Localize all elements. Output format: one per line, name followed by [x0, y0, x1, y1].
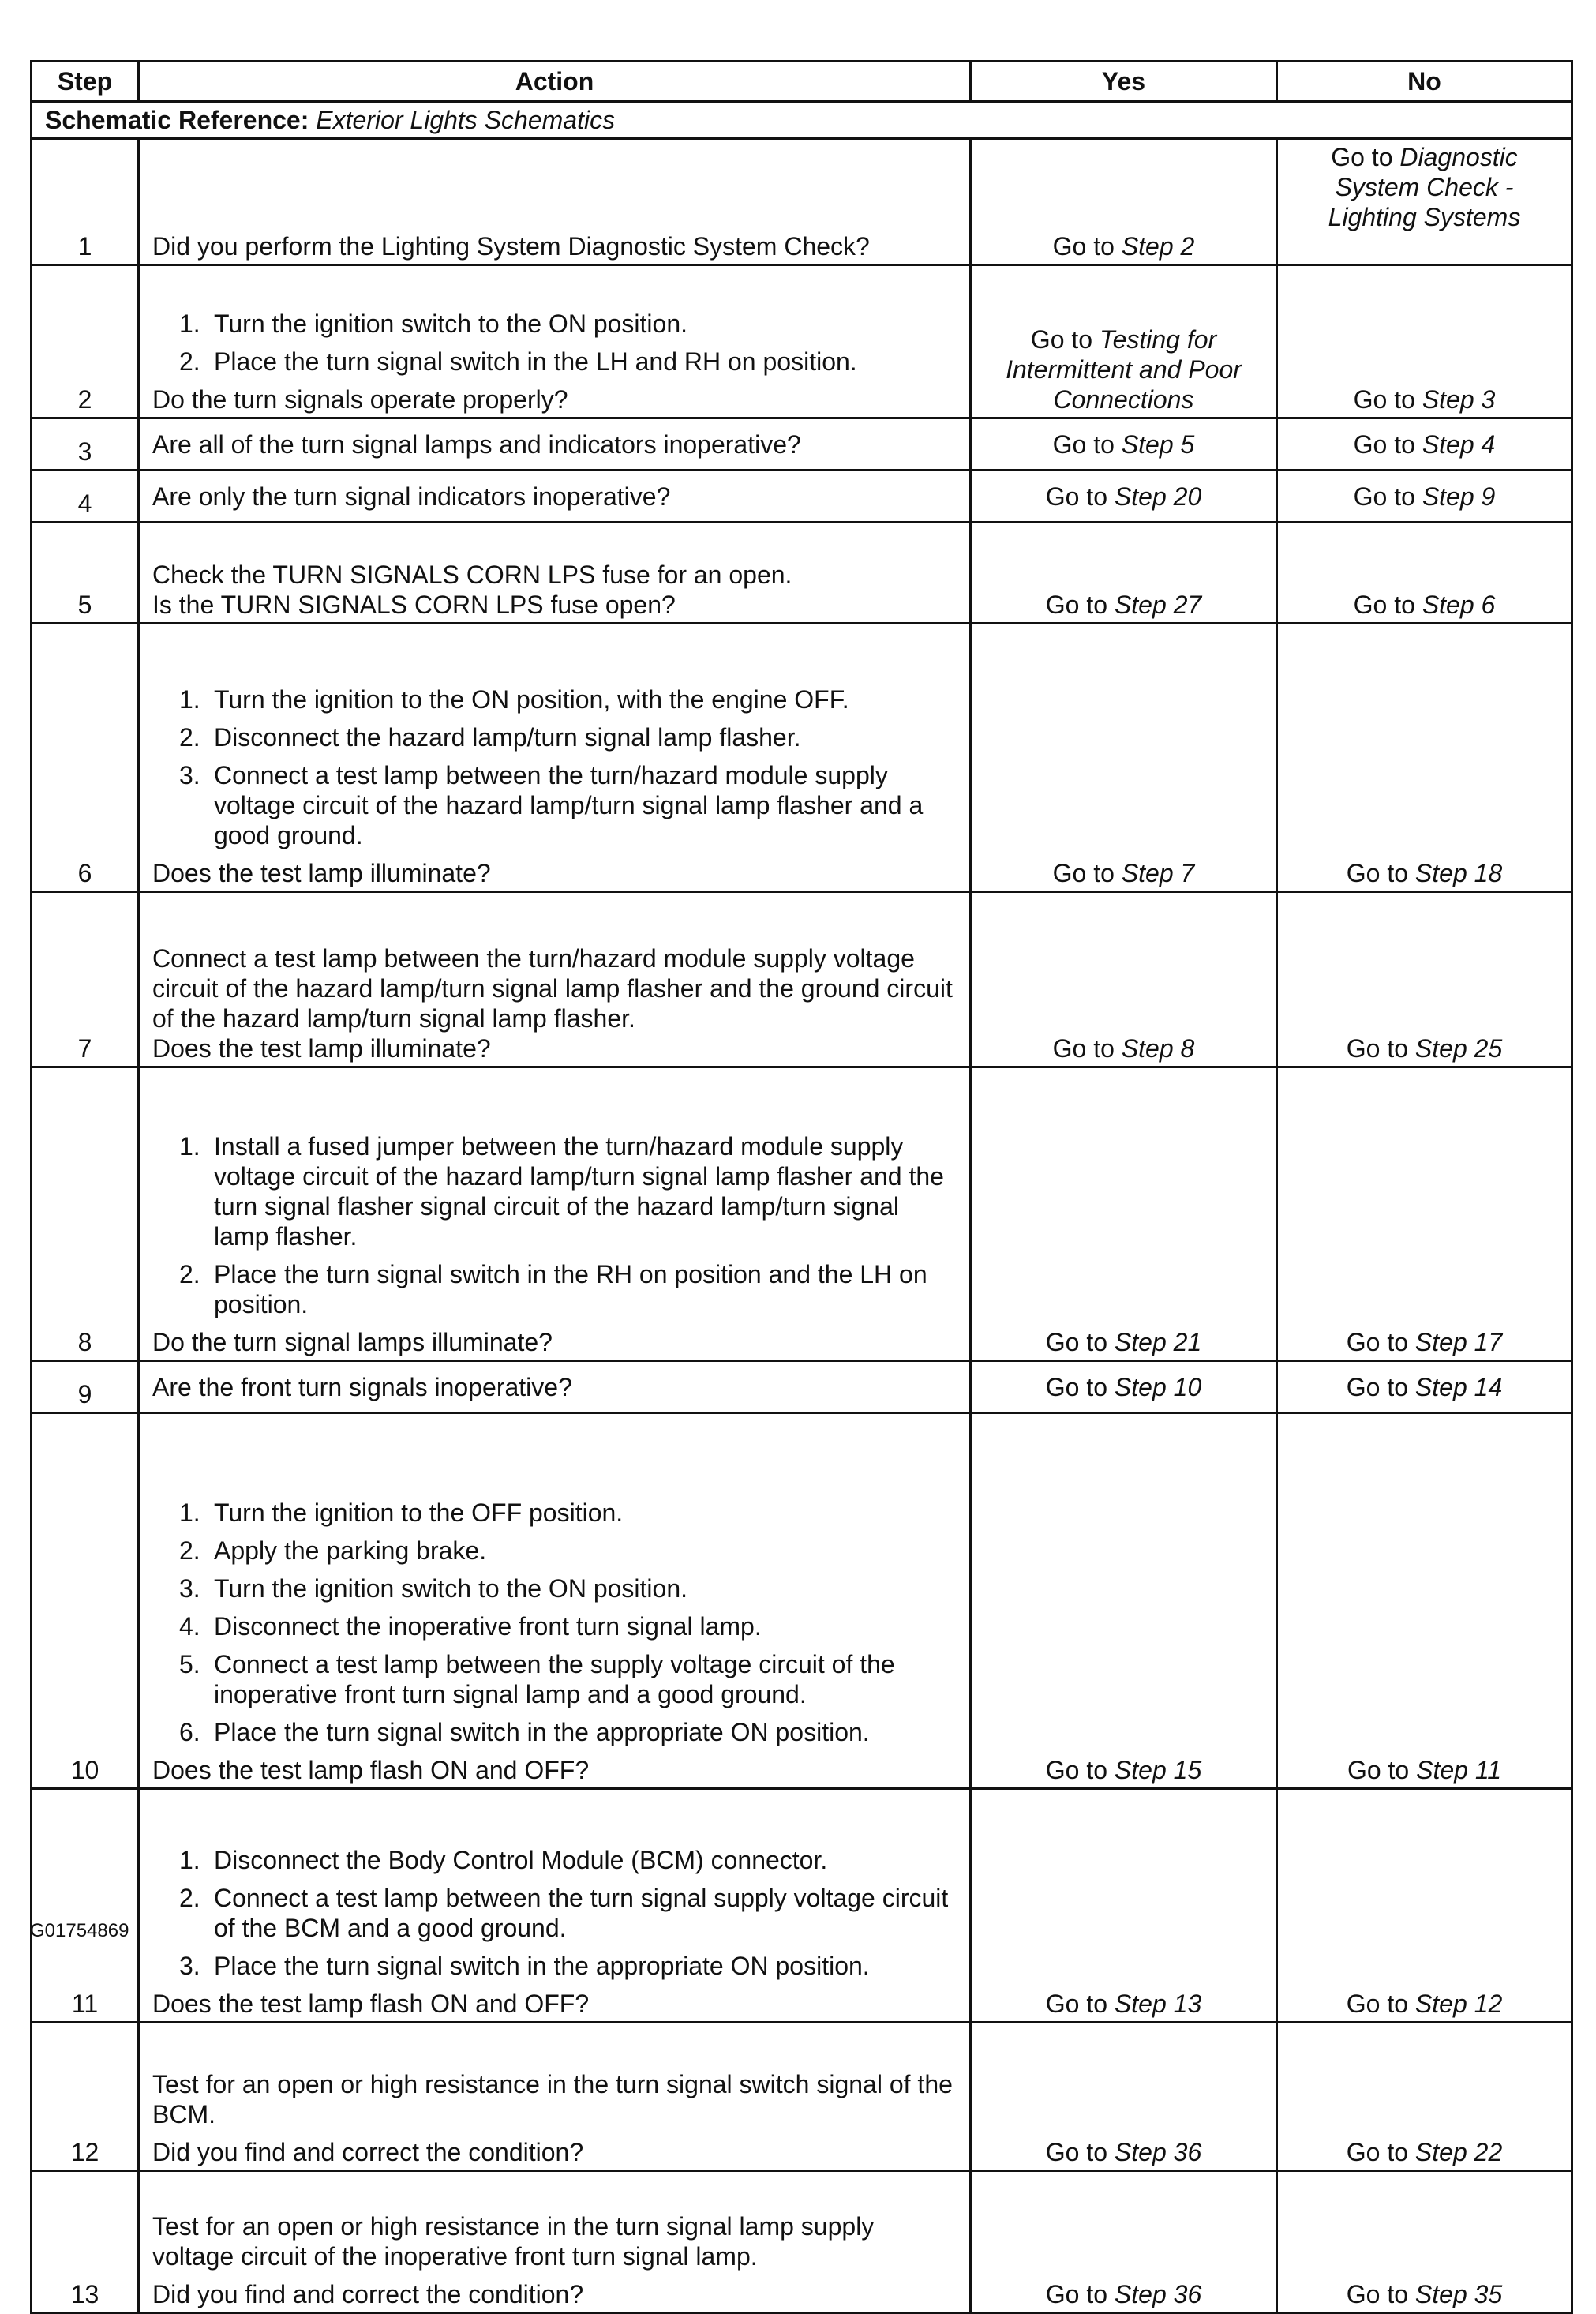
- yes-cell: [971, 523, 1277, 624]
- goto-reference: Step 3: [1422, 385, 1496, 414]
- table-row: [32, 1413, 1572, 1789]
- substep-text: Turn the ignition switch to the ON position.: [214, 309, 687, 338]
- action-lead: Test for an open or high resistance in the turn signal switch signal of the BCM.: [152, 2070, 953, 2128]
- substep-text: Connect a test lamp between the turn/hazard module supply voltage circuit of the hazard lamp/turn signal lamp flasher and a good ground.: [214, 761, 924, 849]
- step-number: 4: [32, 471, 139, 523]
- goto-prefix: Go to: [1353, 482, 1422, 511]
- goto-reference: Step 9: [1422, 482, 1496, 511]
- goto-prefix: Go to: [1045, 1756, 1115, 1784]
- action-question: Did you find and correct the condition?: [152, 2138, 584, 2166]
- substep-list: [152, 309, 957, 377]
- goto-prefix: Go to: [1052, 1034, 1122, 1063]
- no-cell: [1277, 1789, 1572, 2023]
- goto-prefix: Go to: [1346, 1372, 1415, 1401]
- goto-prefix: Go to: [1052, 429, 1122, 459]
- substep: [152, 1883, 957, 1943]
- goto-prefix: Go to: [1331, 143, 1400, 171]
- schematic-value: Exterior Lights Schematics: [316, 106, 616, 134]
- action-cell: [139, 265, 971, 418]
- goto-prefix: Go to: [1045, 482, 1115, 511]
- goto-prefix: Go to: [1052, 859, 1122, 887]
- substep-number: 2.: [179, 347, 200, 376]
- no-cell: [1277, 471, 1572, 523]
- goto-reference: Step 4: [1422, 429, 1496, 459]
- substep: [152, 1259, 957, 1319]
- goto-prefix: Go to: [1045, 2280, 1115, 2308]
- yes-cell: [971, 1413, 1277, 1789]
- no-cell: [1277, 1361, 1572, 1413]
- action-question: Does the test lamp flash ON and OFF?: [152, 1756, 590, 1784]
- step-number: 6: [32, 624, 139, 892]
- step-number: 13: [32, 2171, 139, 2313]
- table-row: [32, 139, 1572, 265]
- no-cell: [1277, 1067, 1572, 1361]
- substep-number: 2.: [179, 723, 200, 752]
- action-lead: Connect a test lamp between the turn/hazard module supply voltage circuit of the hazard lamp/turn signal lamp flasher and the ground circuit of the hazard lamp/turn signal lamp flasher.: [152, 944, 953, 1033]
- goto-reference: Step 6: [1422, 591, 1496, 619]
- goto-prefix: Go to: [1052, 232, 1122, 261]
- substep-number: 3.: [179, 1574, 200, 1603]
- substep: [152, 1131, 957, 1251]
- goto-prefix: Go to: [1346, 2280, 1415, 2308]
- schematic-reference: [32, 102, 1572, 139]
- goto-prefix: Go to: [1346, 1990, 1415, 2018]
- substep: [152, 684, 957, 714]
- step-number: 11: [32, 1789, 139, 2023]
- action-lead: Did you perform the Lighting System Diagnostic System Check?: [152, 232, 870, 261]
- action-question: Do the turn signals operate properly?: [152, 385, 568, 414]
- action-lead: Check the TURN SIGNALS CORN LPS fuse for an open.: [152, 561, 792, 589]
- no-cell: [1277, 892, 1572, 1067]
- table-row: [32, 1361, 1572, 1413]
- action-question: Are only the turn signal indicators inoperative?: [152, 482, 671, 511]
- action-question: Are the front turn signals inoperative?: [152, 1372, 572, 1401]
- step-number: 5: [32, 523, 139, 624]
- substep-number: 5.: [179, 1650, 200, 1678]
- schematic-reference-row: [32, 102, 1572, 139]
- yes-cell: [971, 2171, 1277, 2313]
- goto-prefix: Go to: [1030, 325, 1100, 354]
- substep-text: Connect a test lamp between the supply voltage circuit of the inoperative front turn signal lamp and a good ground.: [214, 1650, 895, 1708]
- substep-number: 2.: [179, 1260, 200, 1288]
- header-step: Step: [32, 62, 139, 102]
- goto-prefix: Go to: [1347, 1756, 1417, 1784]
- substep-number: 6.: [179, 1718, 200, 1746]
- step-number: 3: [32, 418, 139, 471]
- substep-list: [152, 1845, 957, 1981]
- schematic-label: Schematic Reference:: [45, 106, 309, 134]
- action-cell: [139, 1067, 971, 1361]
- substep-number: 3.: [179, 761, 200, 789]
- table-row: [32, 892, 1572, 1067]
- step-number: 9: [32, 1361, 139, 1413]
- substep-list: [152, 1498, 957, 1747]
- substep-text: Connect a test lamp between the turn signal supply voltage circuit of the BCM and a good ground.: [214, 1884, 949, 1942]
- goto-prefix: Go to: [1045, 591, 1115, 619]
- substep-number: 2.: [179, 1536, 200, 1565]
- substep-text: Place the turn signal switch in the RH on position and the LH on position.: [214, 1260, 927, 1318]
- substep: [152, 1498, 957, 1528]
- substep-number: 1.: [179, 685, 200, 714]
- goto-reference: Step 14: [1414, 1372, 1503, 1401]
- substep: [152, 347, 957, 377]
- substep-number: 1.: [179, 309, 200, 338]
- substep: [152, 760, 957, 850]
- header-no: No: [1277, 62, 1572, 102]
- substep: [152, 1649, 957, 1709]
- action-cell: [139, 139, 971, 265]
- goto-reference: Step 25: [1414, 1034, 1503, 1063]
- no-cell: [1277, 523, 1572, 624]
- no-cell: [1277, 2171, 1572, 2313]
- substep-number: 1.: [179, 1498, 200, 1527]
- goto-prefix: Go to: [1346, 1328, 1415, 1356]
- yes-cell: [971, 1789, 1277, 2023]
- diagnostic-table: [30, 60, 1573, 2314]
- yes-cell: [971, 1067, 1277, 1361]
- goto-reference: Step 12: [1414, 1990, 1503, 2018]
- no-cell: [1277, 624, 1572, 892]
- goto-prefix: Go to: [1353, 385, 1422, 414]
- goto-prefix: Go to: [1353, 429, 1422, 459]
- header-action: Action: [139, 62, 971, 102]
- yes-cell: [971, 2023, 1277, 2171]
- goto-reference: Step 22: [1414, 2138, 1503, 2166]
- action-cell: [139, 471, 971, 523]
- goto-reference: Step 2: [1121, 232, 1195, 261]
- substep: [152, 1536, 957, 1566]
- substep: [152, 1611, 957, 1641]
- goto-prefix: Go to: [1346, 2138, 1415, 2166]
- goto-reference: Step 36: [1114, 2280, 1202, 2308]
- substep-text: Apply the parking brake.: [214, 1536, 487, 1565]
- substep-number: 1.: [179, 1132, 200, 1161]
- substep-text: Place the turn signal switch in the appropriate ON position.: [214, 1952, 870, 1980]
- table-row: [32, 265, 1572, 418]
- no-cell: [1277, 139, 1572, 265]
- table-row: [32, 2023, 1572, 2171]
- no-cell: [1277, 2023, 1572, 2171]
- substep: [152, 1717, 957, 1747]
- substep-number: 3.: [179, 1952, 200, 1980]
- goto-reference: Step 27: [1114, 591, 1202, 619]
- spacer: [152, 2129, 957, 2137]
- goto-prefix: Go to: [1346, 859, 1415, 887]
- substep: [152, 722, 957, 752]
- action-question: Does the test lamp illuminate?: [152, 859, 491, 887]
- header-row: [32, 62, 1572, 102]
- goto-reference: Step 10: [1114, 1372, 1202, 1401]
- yes-cell: [971, 892, 1277, 1067]
- table-row: [32, 2171, 1572, 2313]
- action-question: Does the test lamp flash ON and OFF?: [152, 1990, 590, 2018]
- goto-reference: Step 13: [1114, 1990, 1202, 2018]
- substep: [152, 1573, 957, 1603]
- action-question: Did you find and correct the condition?: [152, 2280, 584, 2308]
- header-yes: Yes: [971, 62, 1277, 102]
- action-cell: [139, 1789, 971, 2023]
- substep-text: Turn the ignition to the ON position, with the engine OFF.: [214, 685, 849, 714]
- substep: [152, 309, 957, 339]
- substep-text: Disconnect the inoperative front turn signal lamp.: [214, 1612, 762, 1641]
- table-row: [32, 471, 1572, 523]
- goto-reference: Step 18: [1414, 859, 1503, 887]
- action-cell: [139, 2171, 971, 2313]
- yes-cell: [971, 139, 1277, 265]
- substep: [152, 1845, 957, 1875]
- yes-cell: [971, 624, 1277, 892]
- action-question: Does the test lamp illuminate?: [152, 1034, 491, 1063]
- goto-reference: Step 15: [1114, 1756, 1202, 1784]
- step-number: 1: [32, 139, 139, 265]
- goto-prefix: Go to: [1045, 1372, 1115, 1401]
- action-cell: [139, 1361, 971, 1413]
- step-number: 12: [32, 2023, 139, 2171]
- substep-list: [152, 684, 957, 850]
- action-cell: [139, 523, 971, 624]
- substep-text: Install a fused jumper between the turn/hazard module supply voltage circuit of the hazard lamp/turn signal lamp flasher and the turn signal flasher signal circuit of the hazard lamp/turn signal lamp flasher.: [214, 1132, 944, 1251]
- substep-text: Disconnect the Body Control Module (BCM) connector.: [214, 1846, 828, 1874]
- substep-number: 1.: [179, 1846, 200, 1874]
- action-cell: [139, 624, 971, 892]
- goto-reference: Step 11: [1416, 1756, 1502, 1784]
- substep-text: Place the turn signal switch in the LH and RH on position.: [214, 347, 857, 376]
- goto-prefix: Go to: [1346, 1034, 1415, 1063]
- action-cell: [139, 892, 971, 1067]
- table-row: [32, 418, 1572, 471]
- step-number: 8: [32, 1067, 139, 1361]
- no-cell: [1277, 1413, 1572, 1789]
- goto-reference: Diagnostic System Check - Lighting Systems: [1328, 143, 1521, 231]
- step-number: 7: [32, 892, 139, 1067]
- goto-reference: Testing for Intermittent and Poor Connections: [1006, 325, 1242, 414]
- substep-text: Place the turn signal switch in the appropriate ON position.: [214, 1718, 870, 1746]
- yes-cell: [971, 418, 1277, 471]
- substep-text: Turn the ignition switch to the ON position.: [214, 1574, 687, 1603]
- action-question: Do the turn signal lamps illuminate?: [152, 1328, 553, 1356]
- step-number: 2: [32, 265, 139, 418]
- action-cell: [139, 1413, 971, 1789]
- figure-id: G01754869: [30, 1920, 129, 1941]
- yes-cell: [971, 471, 1277, 523]
- substep-text: Turn the ignition to the OFF position.: [214, 1498, 624, 1527]
- action-question: Are all of the turn signal lamps and indicators inoperative?: [152, 429, 801, 459]
- action-question: Is the TURN SIGNALS CORN LPS fuse open?: [152, 591, 676, 619]
- goto-reference: Step 5: [1121, 429, 1195, 459]
- goto-prefix: Go to: [1045, 1328, 1115, 1356]
- goto-reference: Step 8: [1121, 1034, 1195, 1063]
- table-row: [32, 1067, 1572, 1361]
- spacer: [152, 2271, 957, 2279]
- table-row: [32, 523, 1572, 624]
- table-row: [32, 1789, 1572, 2023]
- goto-reference: Step 35: [1414, 2280, 1503, 2308]
- goto-prefix: Go to: [1045, 1990, 1115, 2018]
- goto-prefix: Go to: [1045, 2138, 1115, 2166]
- yes-cell: [971, 265, 1277, 418]
- substep-list: [152, 1131, 957, 1319]
- yes-cell: [971, 1361, 1277, 1413]
- goto-reference: Step 20: [1114, 482, 1202, 511]
- substep-number: 4.: [179, 1612, 200, 1641]
- goto-reference: Step 21: [1114, 1328, 1202, 1356]
- substep: [152, 1951, 957, 1981]
- step-number: 10: [32, 1413, 139, 1789]
- goto-reference: Step 7: [1121, 859, 1195, 887]
- goto-reference: Step 36: [1114, 2138, 1202, 2166]
- action-lead: Test for an open or high resistance in the turn signal lamp supply voltage circuit of the inoperative front turn signal lamp.: [152, 2212, 875, 2271]
- table-row: [32, 624, 1572, 892]
- no-cell: [1277, 265, 1572, 418]
- action-cell: [139, 2023, 971, 2171]
- substep-text: Disconnect the hazard lamp/turn signal lamp flasher.: [214, 723, 801, 752]
- goto-prefix: Go to: [1353, 591, 1422, 619]
- no-cell: [1277, 418, 1572, 471]
- goto-reference: Step 17: [1414, 1328, 1503, 1356]
- substep-number: 2.: [179, 1884, 200, 1912]
- action-cell: [139, 418, 971, 471]
